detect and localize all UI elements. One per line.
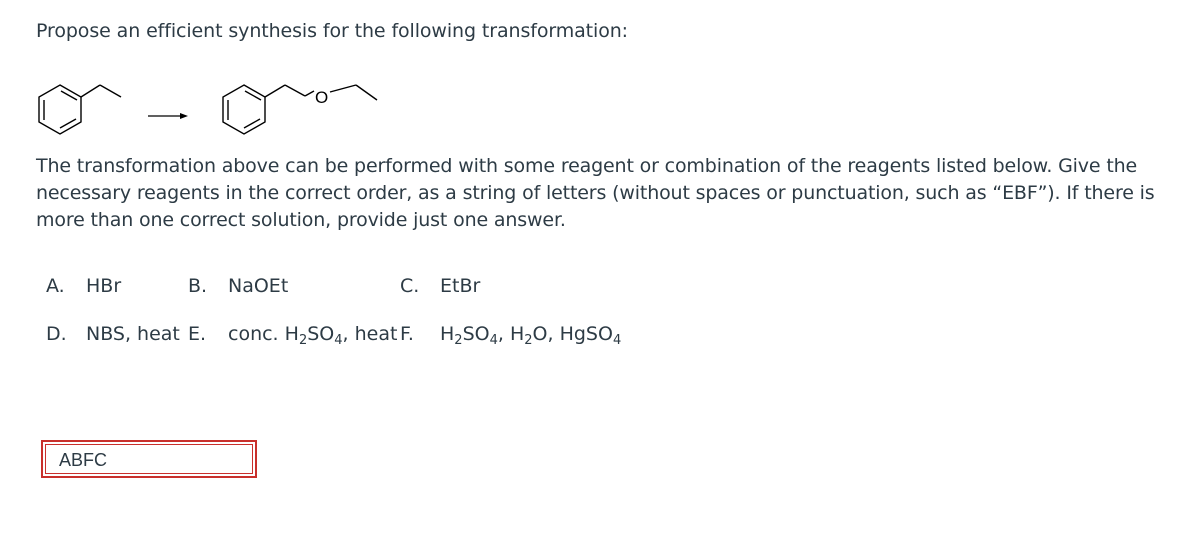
option-d-letter: D. [46,323,67,345]
option-f-letter: F. [400,323,414,345]
answer-input[interactable]: ABFC [45,444,253,474]
option-e-letter: E. [188,323,207,345]
product-structure [223,85,377,134]
option-f [400,321,621,347]
option-a [46,273,121,299]
reaction-arrow [148,113,188,119]
option-a-text: HBr [86,275,122,297]
option-b-text: NaOEt [228,275,289,297]
reaction-scheme [0,60,420,160]
option-c-letter: C. [400,275,420,297]
option-c-text: EtBr [440,275,481,297]
option-e [188,321,397,347]
option-c [400,273,480,299]
oxygen-atom-label: O [315,88,329,107]
option-b [188,273,288,299]
option-a-letter: A. [46,275,65,297]
option-d [46,321,180,347]
question-description: The transformation above can be performed with some reagent or combination of the reagents listed below. Give the necessary reagents in the correct order, as a string of letters (without spaces or punctuation, such as “EBF”). If there is more than one correct solution, provide just one answer. [36,155,1155,231]
starting-material-structure [39,85,121,134]
answer-input-box[interactable] [41,440,257,478]
question-prompt: Propose an efficient synthesis for the following transformation: [36,20,628,42]
option-e-text: conc. $H_2SO_4$, heat [228,323,398,348]
option-d-text: NBS, heat [86,323,180,345]
option-b-letter: B. [188,275,208,297]
option-f-text: $H_2SO_4$, $H_2O$, HgSO$_4$ [440,323,622,348]
